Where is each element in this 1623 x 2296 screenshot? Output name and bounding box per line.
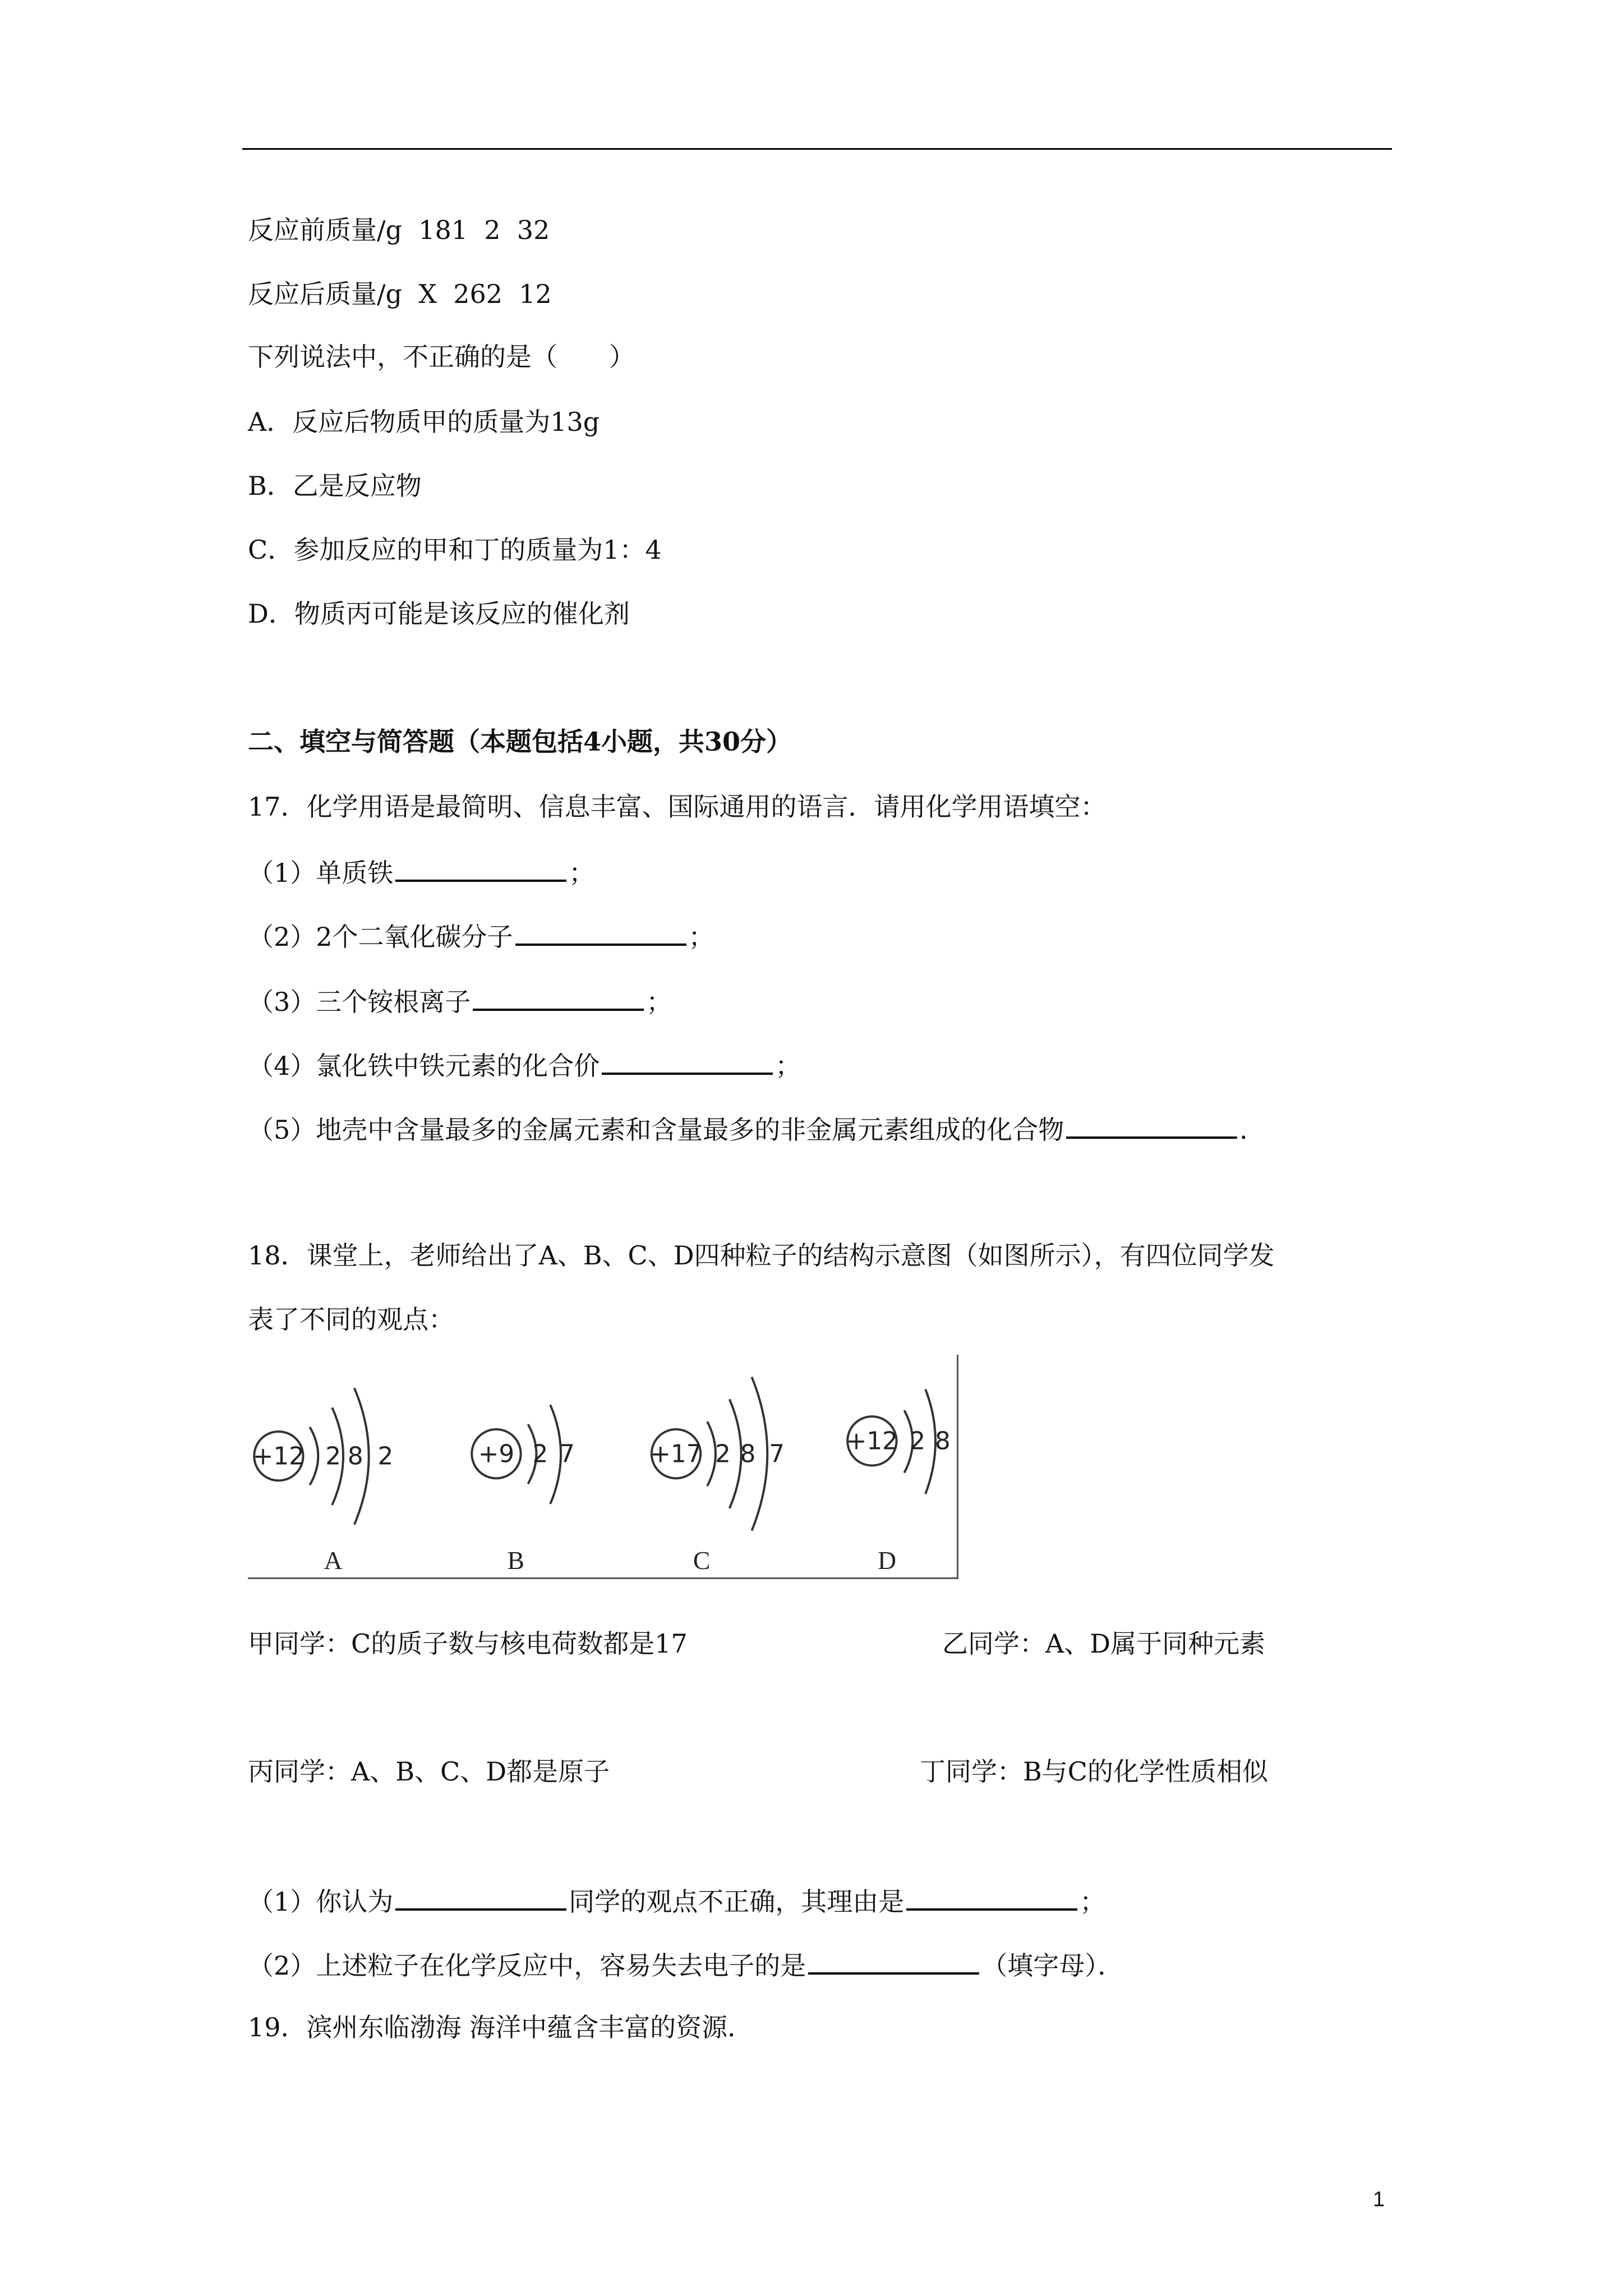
shell-electrons: 8	[935, 1427, 951, 1456]
answer-blank[interactable]	[602, 1047, 773, 1075]
q19-stem: 19．滨州东临渤海 海洋中蕴含丰富的资源．	[248, 2012, 754, 2042]
particle-label: D	[878, 1546, 897, 1575]
opinion-ding: 丁同学：B与C的化学性质相似	[920, 1756, 1268, 1787]
q17-item-4: （4）氯化铁中铁元素的化合价 ；	[248, 1047, 801, 1083]
shell-electrons: 7	[559, 1439, 575, 1469]
nucleus-charge: +12	[846, 1427, 898, 1456]
answer-blank[interactable]	[808, 1947, 979, 1975]
q16-option-d: D．物质丙可能是该反应的催化剂	[248, 599, 630, 629]
q16-option-b: B．乙是反应物	[248, 471, 422, 501]
q18-sub1: （1）你认为 同学的观点不正确，其理由是 ；	[248, 1883, 1105, 1918]
opinion-jia: 甲同学：C的质子数与核电荷数都是17	[248, 1628, 688, 1659]
opinion-yi: 乙同学：A、D属于同种元素	[942, 1628, 1266, 1659]
answer-blank[interactable]	[515, 918, 686, 946]
answer-blank[interactable]	[1066, 1111, 1237, 1139]
page-number: 1	[1373, 2188, 1385, 2211]
nucleus-charge: +17	[650, 1439, 702, 1469]
answer-blank[interactable]	[473, 983, 644, 1011]
shell-arc	[925, 1389, 935, 1494]
nucleus-charge: +12	[252, 1442, 305, 1471]
shell-electrons: 2	[532, 1439, 548, 1469]
nucleus-charge: +9	[478, 1439, 515, 1469]
shell-arc	[707, 1421, 716, 1486]
shell-arc	[310, 1427, 318, 1485]
opinion-bing: 丙同学：A、B、C、D都是原子	[248, 1756, 610, 1787]
table-row-before: 反应前质量/g 181 2 32	[248, 215, 550, 245]
shell-electrons: 7	[769, 1439, 785, 1469]
particle-diagrams	[248, 1355, 957, 1577]
answer-blank[interactable]	[395, 1883, 566, 1911]
header-rule	[242, 148, 1392, 150]
shell-electrons: 2	[325, 1442, 342, 1471]
particle-d	[846, 1389, 951, 1575]
q18-stem-line2: 表了不同的观点：	[248, 1304, 454, 1335]
particle-label: B	[507, 1546, 524, 1575]
answer-blank[interactable]	[395, 854, 566, 882]
shell-electrons: 8	[740, 1439, 756, 1469]
q17-stem: 17．化学用语是最简明、信息丰富、国际通用的语言．请用化学用语填空：	[248, 792, 1106, 822]
particle-b	[472, 1405, 575, 1575]
q17-item-1: （1）单质铁 ；	[248, 854, 594, 890]
particle-structure-figure	[248, 1355, 958, 1579]
q18-stem-line1: 18．课堂上，老师给出了A、B、C、D四种粒子的结构示意图（如图所示），有四位同学发	[248, 1240, 1275, 1271]
particle-label: C	[693, 1546, 711, 1575]
particle-a	[253, 1388, 394, 1575]
q17-item-5: （5）地壳中含量最多的金属元素和含量最多的非金属元素组成的化合物 ．	[248, 1111, 1265, 1147]
answer-blank[interactable]	[906, 1883, 1077, 1911]
q16-option-c: C．参加反应的甲和丁的质量为1：4	[248, 535, 662, 565]
shell-electrons: 2	[377, 1442, 394, 1471]
shell-electrons: 8	[347, 1442, 363, 1471]
q16-prompt: 下列说法中，不正确的是（ ）	[248, 342, 635, 372]
table-row-after: 反应后质量/g X 262 12	[248, 279, 552, 309]
shell-arc	[730, 1399, 741, 1508]
particle-c	[650, 1377, 785, 1575]
q16-option-a: A．反应后物质甲的质量为13g	[248, 407, 600, 437]
shell-electrons: 2	[910, 1427, 926, 1456]
shell-electrons: 2	[714, 1439, 731, 1469]
q17-item-2: （2）2个二氧化碳分子 ；	[248, 918, 714, 954]
q17-item-3: （3）三个铵根离子 ；	[248, 983, 672, 1019]
particle-label: A	[324, 1546, 343, 1575]
section-heading: 二、填空与简答题（本题包括4小题，共30分）	[248, 726, 792, 757]
q18-sub2: （2）上述粒子在化学反应中，容易失去电子的是 （填字母）．	[248, 1947, 1123, 1982]
